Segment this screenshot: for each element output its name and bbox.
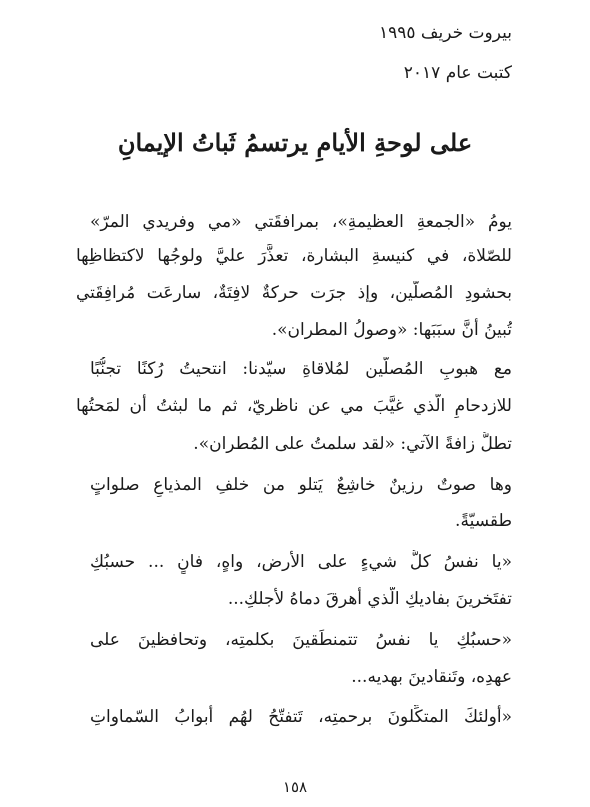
text-line: مع هبوبِ المُصلّين لمُلاقاةِ سيّدنا: انتحيتُ رُكنًا تجنُّبًا xyxy=(90,359,512,379)
text-line: تطلُّ زافةً الآتي: «لقد سلمتُ على المُطران». xyxy=(193,434,512,454)
text-line: طقسيّةً. xyxy=(455,511,512,531)
text-line: وها صوتٌ رزينٌ خاشِعٌ يَتلو من خلفِ المذياعِ صلواتٍ xyxy=(90,475,512,495)
text-line: تفتَخرينَ بفاديكِ الّذي أهرقَ دماهُ لأجلكِ... xyxy=(227,589,512,609)
text-line: «يا نفسُ كلُّ شيءٍ على الأرض، واهٍ، فانٍ ... حسبُكِ xyxy=(90,552,512,572)
text-line: «حسبُكِ يا نفسُ تتمنطَقينَ بكلمتِه، وتحافظينَ على xyxy=(90,630,512,650)
page-number: ١٥٨ xyxy=(282,778,308,796)
text-line: «أولئكَ المتكِّلونَ برحمتِه، تَتفتّحُ لهُم أبوابُ السّماواتِ xyxy=(90,707,512,727)
text-line: يومُ «الجمعةِ العظيمةِ»، بمرافقَتي «مي وفريدي المرّ» xyxy=(90,212,512,232)
text-line: للازدحامِ الّذي غيَّبَ مي عن ناظريّ، ثم ما لبثتُ أن لمَحتُها xyxy=(76,396,512,416)
place-date-note: بيروت خريف ١٩٩٥ xyxy=(378,23,512,43)
text-line: للصّلاة، في كنيسةِ البشارة، تعذَّرَ عليَّ ولوجُها لاكتظاظِها xyxy=(76,246,512,266)
text-line: تُبينُ أنَّ سبَبَها: «وصولُ المطران». xyxy=(271,320,512,340)
written-year-note: كتبت عام ٢٠١٧ xyxy=(403,63,512,83)
text-line: بحشودِ المُصلّين، وإذ جرَت حركةٌ لافِتَةٌ، سارعَت مُرافِقَتي xyxy=(76,283,512,303)
text-line: عهدِه، وتَنقادينَ بهديه... xyxy=(351,667,512,687)
chapter-title: على لوحةِ الأيامِ يرتسمُ ثَباتُ الإيمانِ xyxy=(117,128,473,157)
